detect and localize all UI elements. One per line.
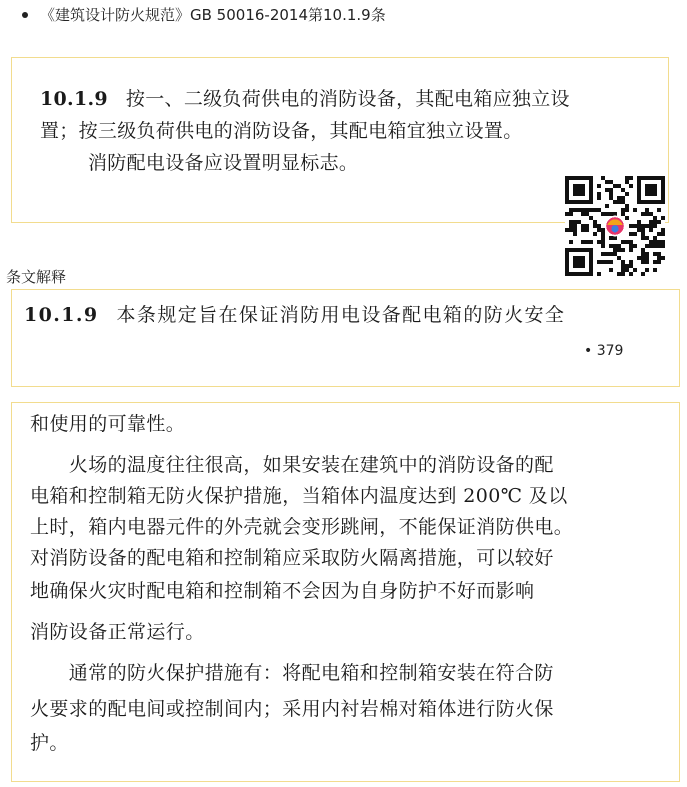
explanation-number: 10.1.9 <box>24 304 99 326</box>
explanation-box <box>11 289 680 387</box>
continuation-line: 护。 <box>30 732 69 754</box>
continuation-line: 火场的温度往往很高，如果安装在建筑中的消防设备的配 <box>30 454 554 476</box>
qr-code-icon <box>565 176 665 276</box>
continuation-line: 电箱和控制箱无防火保护措施，当箱体内温度达到 200℃ 及以 <box>30 485 568 507</box>
explanation-label: 条文解释 <box>6 268 67 286</box>
header-bullet <box>12 4 672 26</box>
continuation-line: 对消防设备的配电箱和控制箱应采取防火隔离措施，可以较好 <box>30 547 554 569</box>
continuation-line: 上时，箱内电器元件的外壳就会变形跳闸，不能保证消防供电。 <box>30 516 574 538</box>
continuation-line: 和使用的可靠性。 <box>30 413 186 435</box>
page-number: • 379 <box>584 343 624 359</box>
continuation-line: 地确保火灾时配电箱和控制箱不会因为自身防护不好而影响 <box>30 580 535 602</box>
explanation-text: 本条规定旨在保证消防用电设备配电箱的防火安全 <box>116 304 566 326</box>
continuation-line: 通常的防火保护措施有：将配电箱和控制箱安装在符合防 <box>30 662 554 684</box>
clause-line-1 <box>40 86 570 112</box>
clause-number: 10.1.9 <box>40 88 108 110</box>
explanation-line-1 <box>24 302 565 328</box>
header-text: 《建筑设计防火规范》GB 50016-2014第10.1.9条 <box>40 6 386 24</box>
clause-text-1: 按一、二级负荷供电的消防设备，其配电箱应独立设 <box>125 88 570 110</box>
clause-line-2: 置；按三级负荷供电的消防设备，其配电箱宜独立设置。 <box>40 120 523 142</box>
bullet-dot <box>22 12 28 18</box>
clause-line-3: 消防配电设备应设置明显标志。 <box>88 152 359 174</box>
continuation-line: 火要求的配电间或控制间内；采用内衬岩棉对箱体进行防火保 <box>30 698 554 720</box>
continuation-line: 消防设备正常运行。 <box>30 621 205 643</box>
